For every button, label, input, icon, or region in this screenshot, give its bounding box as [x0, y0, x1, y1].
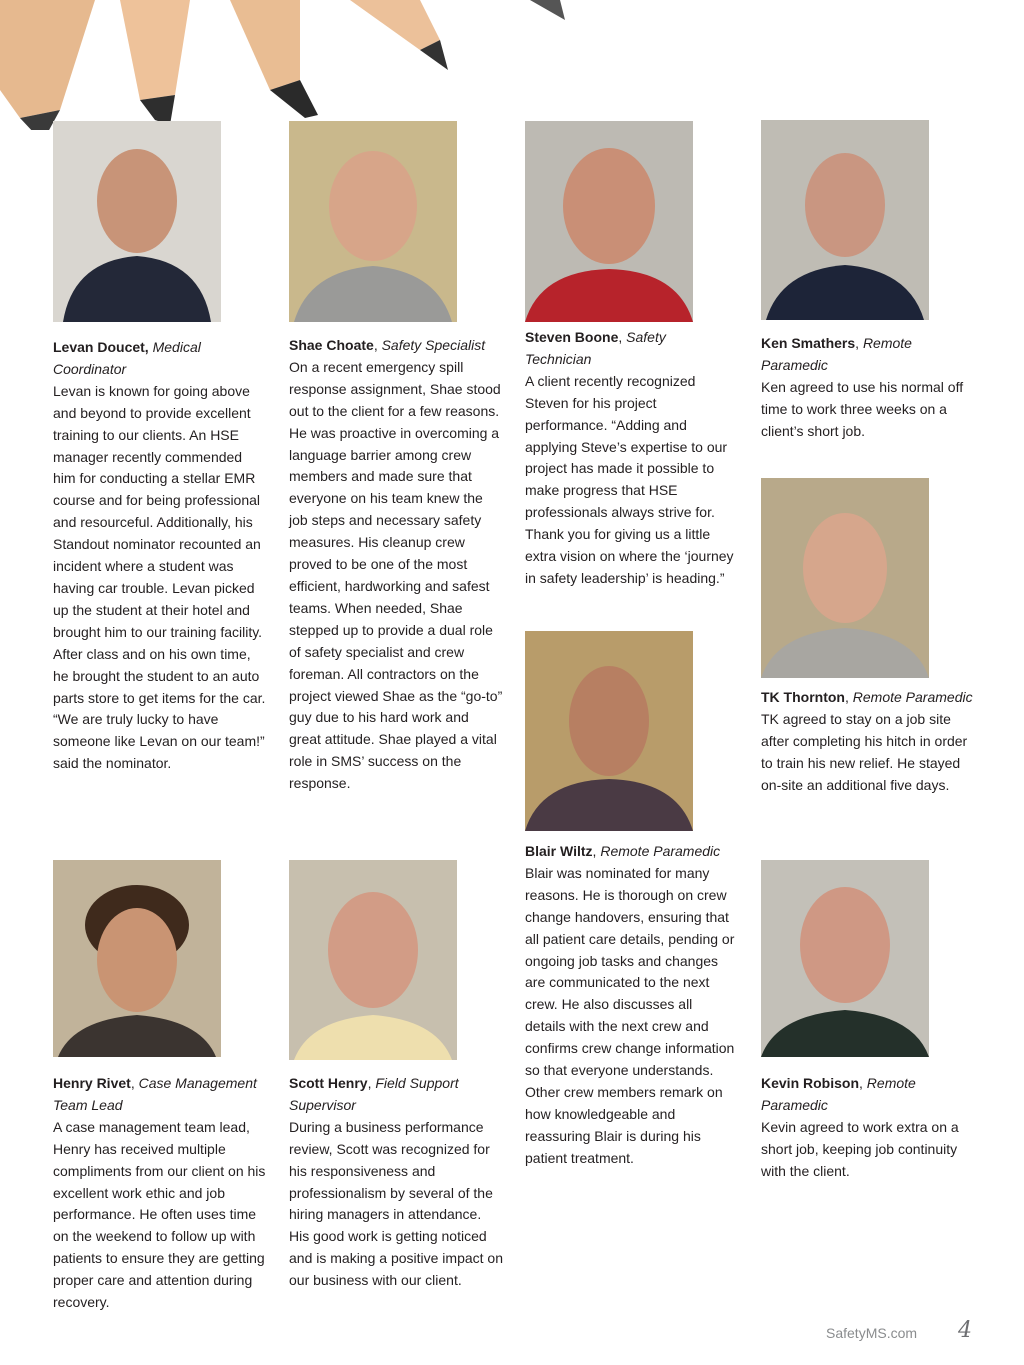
person-name: Steven Boone [525, 329, 619, 345]
person-role: Safety Technician [525, 329, 666, 367]
photo-henry-rivet [53, 860, 221, 1057]
person-bio: Kevin agreed to work extra on a short job, keeping job continuity with the client. [761, 1118, 959, 1179]
person-name: Ken Smathers [761, 335, 856, 351]
photo-levan-doucet [53, 121, 221, 322]
person-bio: TK agreed to stay on a job site after completing his hitch in order to train his new relief. He stayed on-site an additional five days. [761, 710, 968, 793]
person-role: Medical Coordinator [53, 339, 201, 377]
person-name: Shae Choate [289, 337, 374, 353]
person-name: Henry Rivet [53, 1075, 131, 1091]
photo-kevin-robison [761, 860, 929, 1057]
person-name: Blair Wiltz [525, 843, 593, 859]
bio-steven-boone: Steven Boone, Safety Technician A client recently recognized Steven for his project performance. “Adding and applying Steve’s expertise to our project has made it possible to make progress that HSE professionals always strive for. Thank you for giving us a little extra vision on where the ‘journey in safety leadership’ is heading.” [525, 327, 735, 590]
person-role: Field Support Supervisor [289, 1075, 459, 1113]
bio-tk-thornton: TK Thornton, Remote Paramedic TK agreed to stay on a job site after completing his hitch in order to train his new relief. He stayed on-site an additional five days. [761, 687, 973, 797]
bio-blair-wiltz: Blair Wiltz, Remote Paramedic Blair was nominated for many reasons. He is thorough on crew change handovers, ensuring that all patient care details, pending or ongoing job tasks and changes are communicated to the next crew. He also discusses all details with the next crew and confirms crew change information so that everyone understands. Other crew members remark on how knowledgeable and reassuring Blair is during his patient treatment. [525, 841, 735, 1170]
person-bio: Levan is known for going above and beyond to provide excellent training to our clients. An HSE manager recently commended him for conducting a stellar EMR course and for being professional and resourceful. Additionally, his Standout nominator recounted an incident where a student was having car trouble. Levan picked up the student at their hotel and brought him to our training facility. After class and on his own time, he brought the student to an auto parts store to get items for the car. “We are truly lucky to have someone like Levan on our team!” said the nominator. [53, 382, 266, 772]
bio-ken-smathers: Ken Smathers, Remote Paramedic Ken agreed to use his normal off time to work three weeks on a client’s short job. [761, 333, 973, 443]
person-bio: On a recent emergency spill response assignment, Shae stood out to the client for a few reasons. He was proactive in overcoming a language barrier among crew members and made sure that everyone on his team knew the job steps and necessary safety measures. His cleanup crew proved to be one of the most efficient, hardworking and safest teams. When needed, Shae stepped up to provide a dual role of safety specialist and crew foreman. All contractors on the project viewed Shae as the “go-to” guy due to his hard work and great attitude. Shae played a vital role in SMS’ success on the response. [289, 358, 503, 792]
bio-kevin-robison: Kevin Robison, Remote Paramedic Kevin agreed to work extra on a short job, keeping job continuity with the client. [761, 1073, 973, 1183]
person-name: Scott Henry [289, 1075, 368, 1091]
photo-scott-henry [289, 860, 457, 1060]
person-bio: A client recently recognized Steven for his project performance. “Adding and applying Steve’s expertise to our project has made it possible to make progress that HSE professionals always strive for. Thank you for giving us a little extra vision on where the ‘journey in safety leadership’ is heading.” [525, 372, 734, 586]
photo-tk-thornton [761, 478, 929, 678]
person-name: TK Thornton [761, 689, 845, 705]
person-role: Safety Specialist [381, 337, 486, 353]
page-number: 4 [958, 1318, 972, 1343]
photo-blair-wiltz [525, 631, 693, 831]
bio-shae-choate: Shae Choate, Safety Specialist On a recent emergency spill response assignment, Shae stood out to the client for a few reasons. He was proactive in overcoming a language barrier among crew members and made sure that everyone on his team knew the job steps and necessary safety measures. His cleanup crew proved to be one of the most efficient, hardworking and safest teams. When needed, Shae stepped up to provide a dual role of safety specialist and crew foreman. All contractors on the project viewed Shae as the “go-to” guy due to his hard work and great attitude. Shae played a vital role in SMS’ success on the response. [289, 335, 504, 795]
person-bio: Ken agreed to use his normal off time to work three weeks on a client’s short job. [761, 378, 964, 439]
person-bio: During a business performance review, Scott was recognized for his responsiveness and professionalism by several of the hiring managers in attendance. His good work is getting noticed and is making a positive impact on our business with our client. [289, 1118, 503, 1289]
bio-scott-henry: Scott Henry, Field Support Supervisor During a business performance review, Scott was recognized for his responsiveness and professionalism by several of the hiring managers in attendance. His good work is getting noticed and is making a positive impact on our business with our client. [289, 1073, 504, 1292]
footer-website: SafetyMS.com [826, 1325, 918, 1341]
pencils-decoration [0, 0, 600, 130]
person-role: Remote Paramedic [600, 843, 721, 859]
person-role: Remote Paramedic [761, 335, 912, 373]
person-bio: Blair was nominated for many reasons. He is thorough on crew change handovers, ensuring that all patient care details, pending or ongoing job tasks and changes are communicated to the next crew. He also discusses all details with the next crew and confirms crew change information so that everyone understands. Other crew members remark on how knowledgeable and reassuring Blair is during his patient treatment. [525, 864, 735, 1166]
photo-shae-choate [289, 121, 457, 322]
bio-levan-doucet [53, 337, 268, 775]
photo-ken-smathers [761, 120, 929, 320]
person-role: Case Management Team Lead [53, 1075, 257, 1113]
person-name: Kevin Robison [761, 1075, 860, 1091]
bio-henry-rivet: Henry Rivet, Case Management Team Lead A case management team lead, Henry has received multiple compliments from our client on his excellent work ethic and job performance. He often uses time on the weekend to follow up with patients to ensure they are getting proper care and attention during recovery. [53, 1073, 268, 1314]
person-role: Remote Paramedic [852, 689, 973, 705]
person-bio: A case management team lead, Henry has received multiple compliments from our client on his excellent work ethic and job performance. He often uses time on the weekend to follow up with patients to ensure they are getting proper care and attention during recovery. [53, 1118, 266, 1311]
person-role: Remote Paramedic [761, 1075, 916, 1113]
photo-steven-boone [525, 121, 693, 322]
person-name: Levan Doucet, [53, 339, 149, 355]
